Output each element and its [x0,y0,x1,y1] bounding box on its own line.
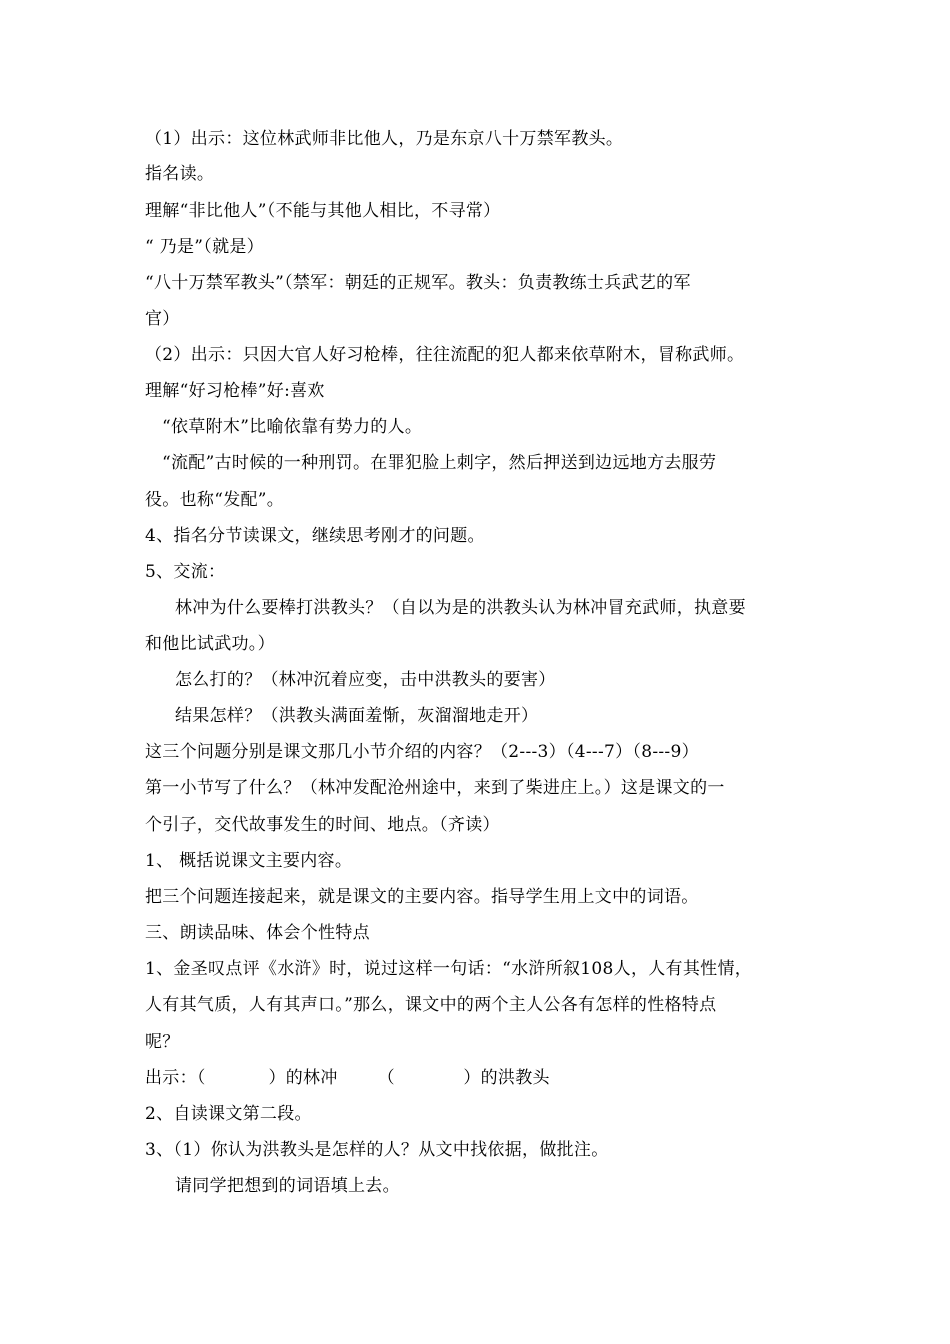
text-line: “依草附木”比喻依靠有势力的人。 [162,417,423,437]
text-line: （2）出示：只因大官人好习枪棒，往往流配的犯人都来依草附木，冒称武师。 [145,345,745,365]
text-line: 把三个问题连接起来，就是课文的主要内容。指导学生用上文中的词语。 [145,887,699,907]
text-line: 结果怎样？（洪教头满面羞惭，灰溜溜地走开） [175,706,539,726]
text-line: 请同学把想到的词语填上去。 [175,1176,400,1196]
text-line: 理解“非比他人”（不能与其他人相比，不寻常） [145,201,501,221]
text-line: 个引子，交代故事发生的时间、地点。（齐读） [145,815,500,835]
section-heading: 三、朗读品味、体会个性特点 [145,923,370,943]
text-line: （1）出示：这位林武师非比他人，乃是东京八十万禁军教头。 [145,129,624,149]
text-line: 出示：（ ）的林冲 （ ）的洪教头 [145,1068,550,1088]
text-line: 和他比试武功。） [145,634,275,654]
text-line: 指名读。 [145,164,215,184]
text-line: 林冲为什么要棒打洪教头？（自以为是的洪教头认为林冲冒充武师，执意要 [175,598,746,618]
text-line: “流配”古时候的一种刑罚。在罪犯脸上刺字，然后押送到边远地方去服劳 [162,453,717,473]
text-line: 官） [145,309,180,329]
text-line: “八十万禁军教头”（禁军：朝廷的正规军。教头：负责教练士兵武艺的军 [145,273,691,293]
text-line: 3、（1）你认为洪教头是怎样的人？从文中找依据，做批注。 [145,1140,609,1160]
text-line: 2、自读课文第二段。 [145,1104,312,1124]
text-line: 第一小节写了什么？（林冲发配沧州途中，来到了柴进庄上。）这是课文的一 [145,778,725,798]
text-line: 理解“好习枪棒”好:喜欢 [145,381,325,401]
text-line: 怎么打的？（林冲沉着应变，击中洪教头的要害） [175,670,556,690]
text-line: 役。也称“发配”。 [145,490,285,510]
text-line: 这三个问题分别是课文那几小节介绍的内容？（2---3）（4---7）（8---9） [145,742,699,762]
text-line: 呢？ [145,1032,180,1052]
text-line: “ 乃是”（就是） [145,237,264,257]
text-line: 1、金圣叹点评《水浒》时，说过这样一句话：“水浒所叙108人，人有其性情， [145,959,753,979]
text-line: 5、交流： [145,562,226,582]
text-line: 人有其气质，人有其声口。”那么，课文中的两个主人公各有怎样的性格特点 [145,995,717,1015]
text-line: 1、 概括说课文主要内容。 [145,851,353,871]
text-line: 4、指名分节读课文，继续思考刚才的问题。 [145,526,485,546]
